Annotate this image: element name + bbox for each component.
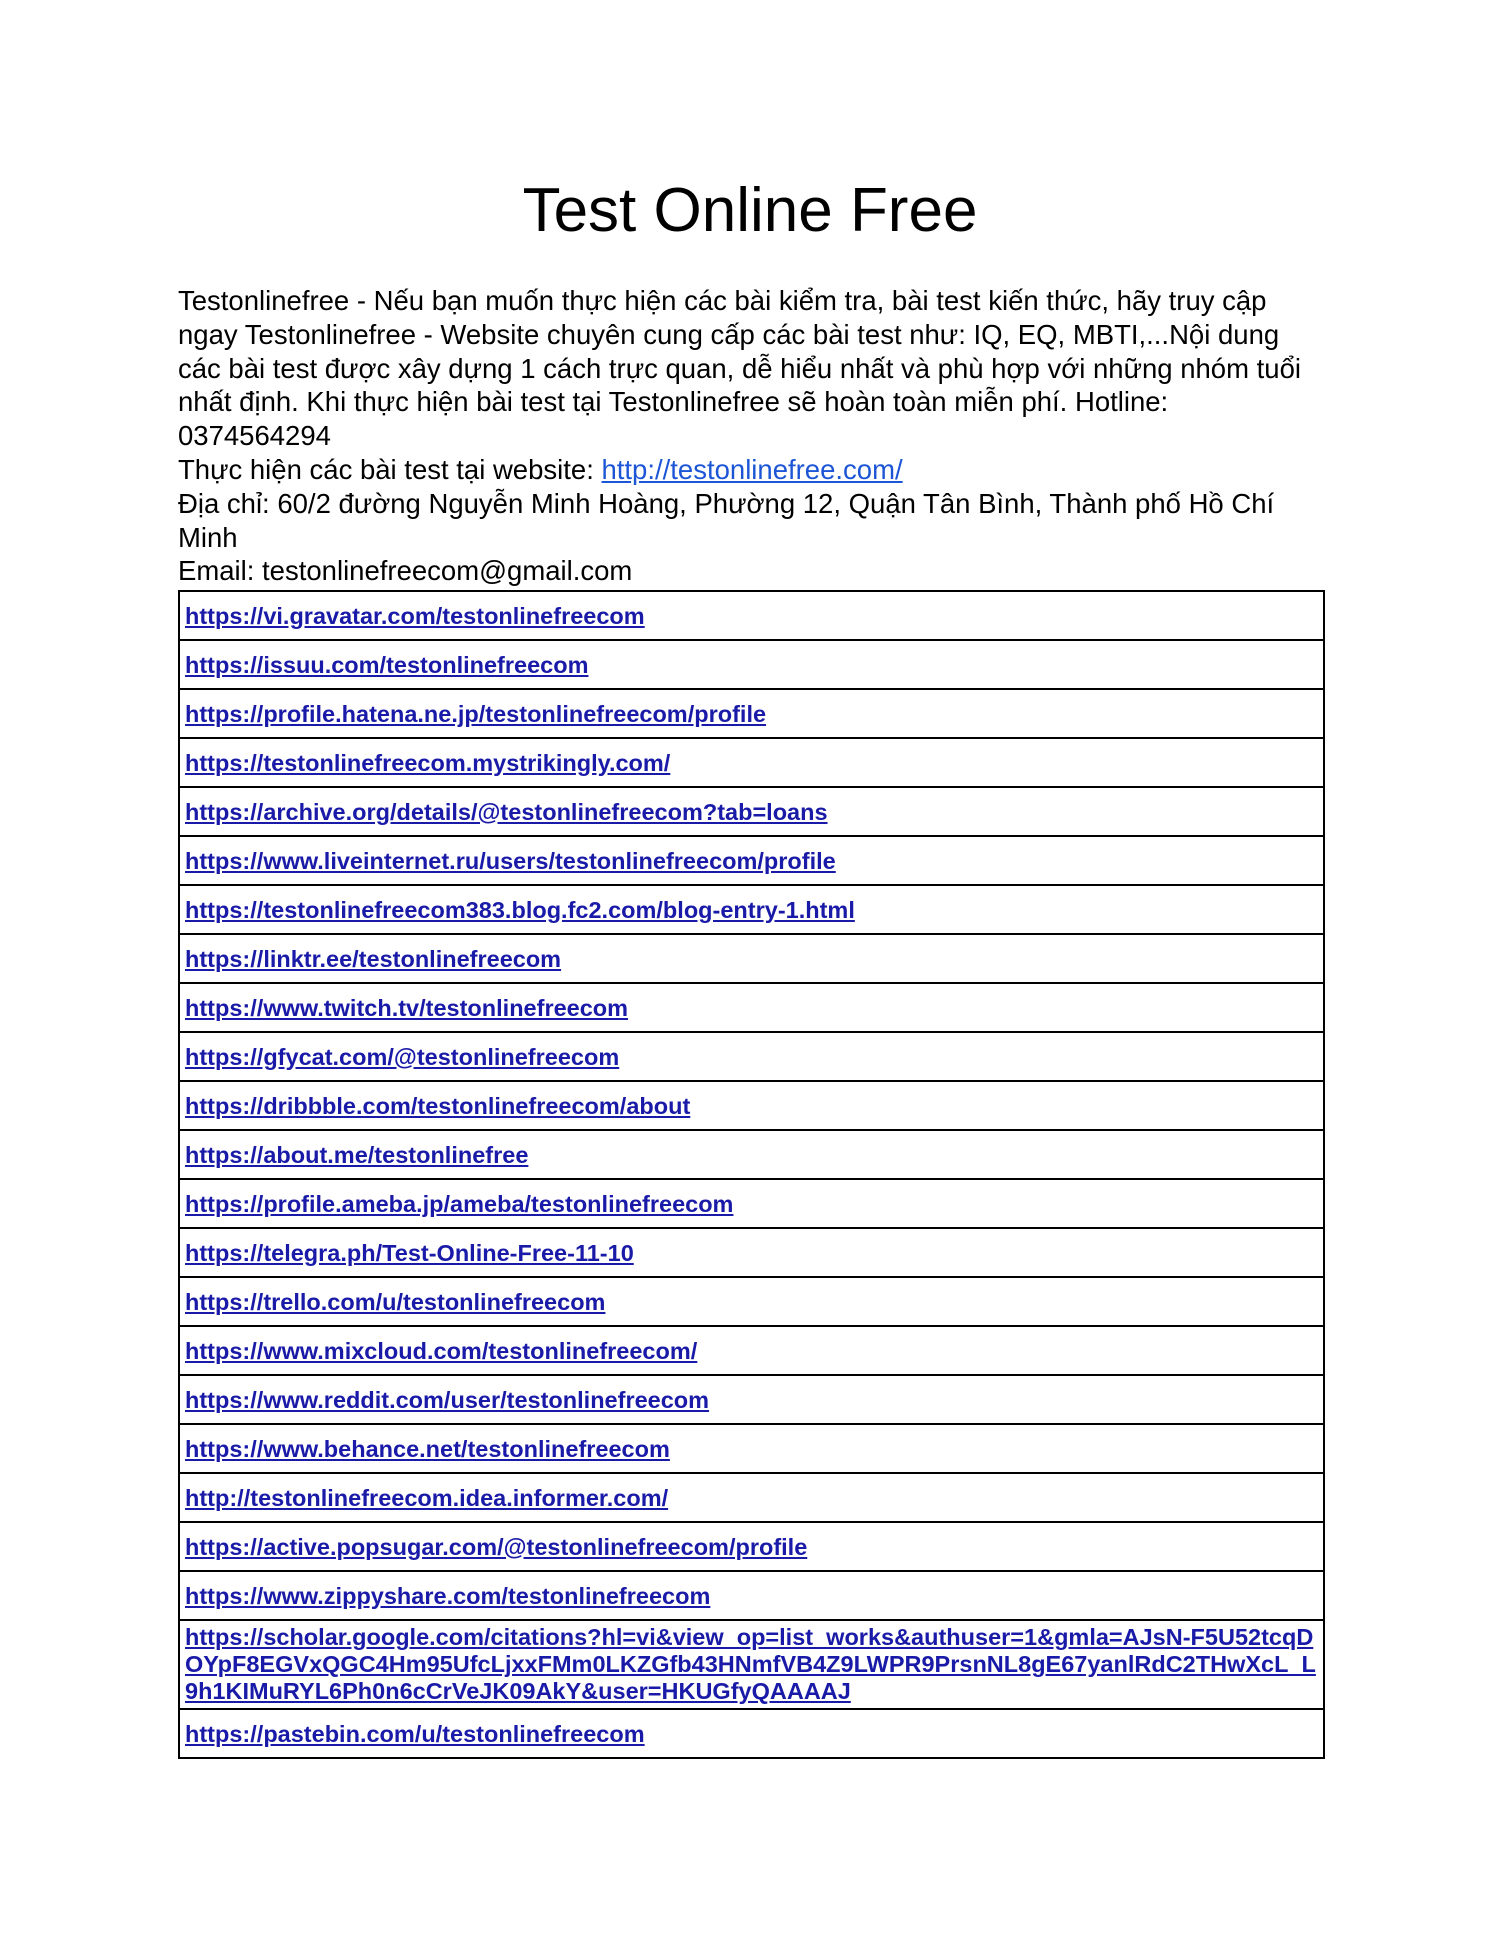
profile-link[interactable]: https://testonlinefreecom383.blog.fc2.com/blog-entry-1.html (185, 896, 855, 923)
link-cell (179, 1424, 1324, 1473)
link-cell (179, 1375, 1324, 1424)
profile-link[interactable]: https://linktr.ee/testonlinefreecom (185, 945, 562, 972)
link-cell (179, 1326, 1324, 1375)
table-row (179, 1081, 1324, 1130)
table-row (179, 1709, 1324, 1758)
table-row (179, 1277, 1324, 1326)
profile-link[interactable]: https://www.behance.net/testonlinefreecom (185, 1435, 670, 1462)
table-row (179, 591, 1324, 640)
profile-link[interactable]: https://scholar.google.com/citations?hl=vi&view_op=list_works&authuser=1&gmla=AJsN-F5U52tcqDOYpF8EGVxQGC4Hm95UfcLjxxFMm0LKZGfb43HNmfVB4Z9LWPR9PrsnNL8gE67yanlRdC2THwXcL_L9h1KIMuRYL6Ph0n6cCrVeJK09AkY&user=HKUGfyQAAAAJ (185, 1624, 1316, 1704)
profile-link[interactable]: https://profile.ameba.jp/ameba/testonlinefreecom (185, 1190, 734, 1217)
website-link[interactable]: http://testonlinefree.com/ (601, 453, 903, 485)
link-cell (179, 1571, 1324, 1620)
website-label: Thực hiện các bài test tại website: (178, 453, 602, 485)
email-line: Email: testonlinefreecom@gmail.com (178, 555, 633, 587)
table-row (179, 885, 1324, 934)
link-cell (179, 1179, 1324, 1228)
table-row (179, 1375, 1324, 1424)
profile-link[interactable]: https://www.reddit.com/user/testonlinefreecom (185, 1386, 710, 1413)
profile-link[interactable]: https://gfycat.com/@testonlinefreecom (185, 1043, 620, 1070)
table-row (179, 1571, 1324, 1620)
link-cell (179, 689, 1324, 738)
profile-link[interactable]: https://www.liveinternet.ru/users/testonlinefreecom/profile (185, 847, 836, 874)
link-cell (179, 1081, 1324, 1130)
table-row (179, 689, 1324, 738)
profile-link[interactable]: https://vi.gravatar.com/testonlinefreecom (185, 602, 645, 629)
table-row (179, 983, 1324, 1032)
link-cell (179, 934, 1324, 983)
profile-link[interactable]: https://pastebin.com/u/testonlinefreecom (185, 1720, 645, 1747)
table-row (179, 738, 1324, 787)
link-cell (179, 836, 1324, 885)
link-cell (179, 1620, 1324, 1709)
link-cell (179, 1032, 1324, 1081)
table-row (179, 1620, 1324, 1709)
profile-link[interactable]: https://www.mixcloud.com/testonlinefreecom/ (185, 1337, 698, 1364)
profile-link[interactable]: http://testonlinefreecom.idea.informer.com/ (185, 1484, 669, 1511)
link-cell (179, 885, 1324, 934)
profile-link[interactable]: https://about.me/testonlinefree (185, 1141, 529, 1168)
profile-link[interactable]: https://www.zippyshare.com/testonlinefreecom (185, 1582, 711, 1609)
table-row (179, 1326, 1324, 1375)
profile-link[interactable]: https://profile.hatena.ne.jp/testonlinefreecom/profile (185, 700, 767, 727)
website-line (178, 453, 1328, 487)
profile-link[interactable]: https://www.twitch.tv/testonlinefreecom (185, 994, 629, 1021)
table-row (179, 1424, 1324, 1473)
profile-link[interactable]: https://trello.com/u/testonlinefreecom (185, 1288, 606, 1315)
intro-section (178, 284, 1328, 588)
table-row (179, 1473, 1324, 1522)
table-row (179, 640, 1324, 689)
table-row (179, 787, 1324, 836)
link-cell (179, 787, 1324, 836)
link-cell (179, 1522, 1324, 1571)
link-cell (179, 1228, 1324, 1277)
table-row (179, 836, 1324, 885)
profile-link[interactable]: https://active.popsugar.com/@testonlinefreecom/profile (185, 1533, 808, 1560)
link-cell (179, 1277, 1324, 1326)
profile-link[interactable]: https://testonlinefreecom.mystrikingly.com/ (185, 749, 671, 776)
link-cell (179, 983, 1324, 1032)
link-cell (179, 738, 1324, 787)
link-cell (179, 591, 1324, 640)
link-cell (179, 640, 1324, 689)
link-cell (179, 1709, 1324, 1758)
table-row (179, 934, 1324, 983)
links-table (178, 590, 1325, 1759)
table-row (179, 1130, 1324, 1179)
profile-link[interactable]: https://archive.org/details/@testonlinefreecom?tab=loans (185, 798, 828, 825)
profile-link[interactable]: https://dribbble.com/testonlinefreecom/about (185, 1092, 691, 1119)
table-row (179, 1228, 1324, 1277)
profile-link[interactable]: https://issuu.com/testonlinefreecom (185, 651, 589, 678)
intro-paragraph: Testonlinefree - Nếu bạn muốn thực hiện các bài kiểm tra, bài test kiến thức, hãy truy cập ngay Testonlinefree - Website chuyên cung cấp các bài test như: IQ, EQ, MBTI,...Nội dung các bài test được xây dựng 1 cách trực quan, dễ hiểu nhất và phù hợp với những nhóm tuổi nhất định. Khi thực hiện bài test tại Testonlinefree sẽ hoàn toàn miễn phí. Hotline: 0374564294 (178, 285, 1301, 452)
table-row (179, 1522, 1324, 1571)
link-cell (179, 1130, 1324, 1179)
link-cell (179, 1473, 1324, 1522)
page-title: Test Online Free (522, 176, 978, 245)
address-line: Địa chỉ: 60/2 đường Nguyễn Minh Hoàng, Phường 12, Quận Tân Bình, Thành phố Hồ Chí Minh (178, 487, 1275, 553)
table-row (179, 1032, 1324, 1081)
table-row (179, 1179, 1324, 1228)
profile-link[interactable]: https://telegra.ph/Test-Online-Free-11-10 (185, 1239, 634, 1266)
